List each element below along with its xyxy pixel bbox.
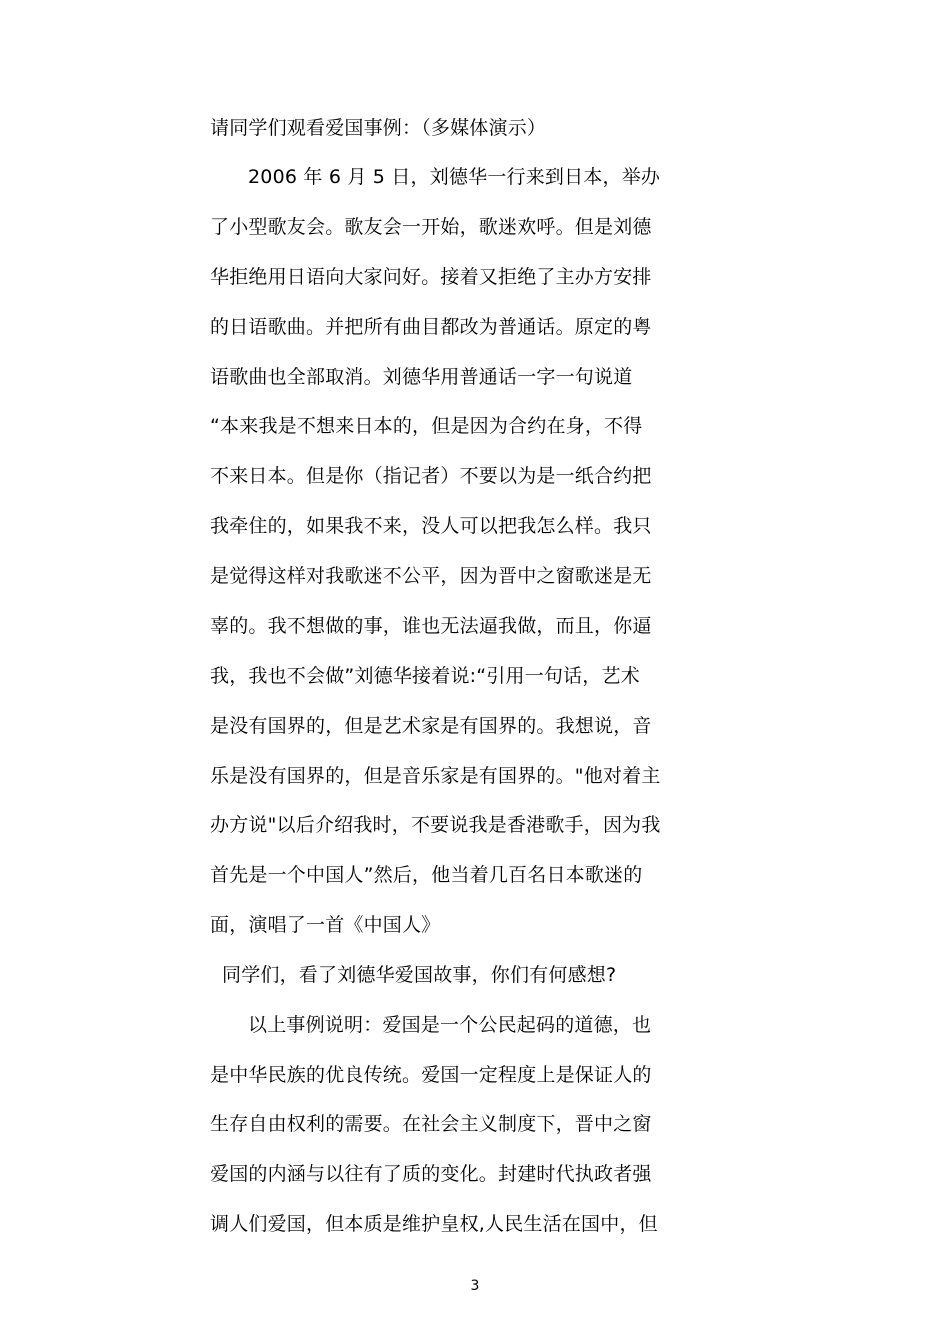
paragraph-line: 语歌曲也全部取消。刘德华用普通话一字一句说道 [210,366,633,388]
paragraph-line: 2006 年 6 月 5 日，刘德华一行来到日本，举办 [248,166,661,188]
paragraph-line: 不来日本。但是你（指记者）不要以为是一纸合约把 [210,465,652,487]
paragraph-line: 以上事例说明：爱国是一个公民起码的道德，也 [248,1014,652,1036]
paragraph-line: 办方说"以后介绍我时，不要说我是香港歌手，因为我 [210,814,661,836]
question-line: 同学们，看了刘德华爱国故事，你们有何感想? [222,964,617,986]
paragraph-line: 辜的。我不想做的事，谁也无法逼我做，而且，你逼 [210,615,652,637]
paragraph-line: 我牵住的，如果我不来，没人可以把我怎么样。我只 [210,515,652,537]
paragraph-line: 面，演唱了一首《中国人》 [210,914,441,936]
page-number: 3 [470,1278,480,1294]
paragraph-line: “本来我是不想来日本的，但是因为合约在身，不得 [210,415,643,437]
paragraph-line: 是没有国界的，但是艺术家是有国界的。我想说，音 [210,715,652,737]
paragraph-line: 是中华民族的优良传统。爱国一定程度上是保证人的 [210,1064,652,1086]
paragraph-line: 生存自由权利的需要。在社会主义制度下，晋中之窗 [210,1113,652,1135]
paragraph-line: 了小型歌友会。歌友会一开始，歌迷欢呼。但是刘德 [210,216,652,238]
paragraph-line: 首先是一个中国人”然后，他当着几百名日本歌迷的 [210,864,643,886]
intro-line: 请同学们观看爱国事例：（多媒体演示） [210,117,547,139]
paragraph-line: 的日语歌曲。并把所有曲目都改为普通话。原定的粤 [210,316,652,338]
paragraph-line: 是觉得这样对我歌迷不公平，因为晋中之窗歌迷是无 [210,565,652,587]
paragraph-line: 华拒绝用日语向大家问好。接着又拒绝了主办方安排 [210,266,652,288]
paragraph-line: 乐是没有国界的，但是音乐家是有国界的。"他对着主 [210,765,661,787]
paragraph-line: 调人们爱国，但本质是维护皇权,人民生活在国中，但 [210,1213,658,1235]
paragraph-line: 爱国的内涵与以往有了质的变化。封建时代执政者强 [210,1163,652,1185]
paragraph-line: 我，我也不会做”刘德华接着说:“引用一句话，艺术 [210,665,640,687]
